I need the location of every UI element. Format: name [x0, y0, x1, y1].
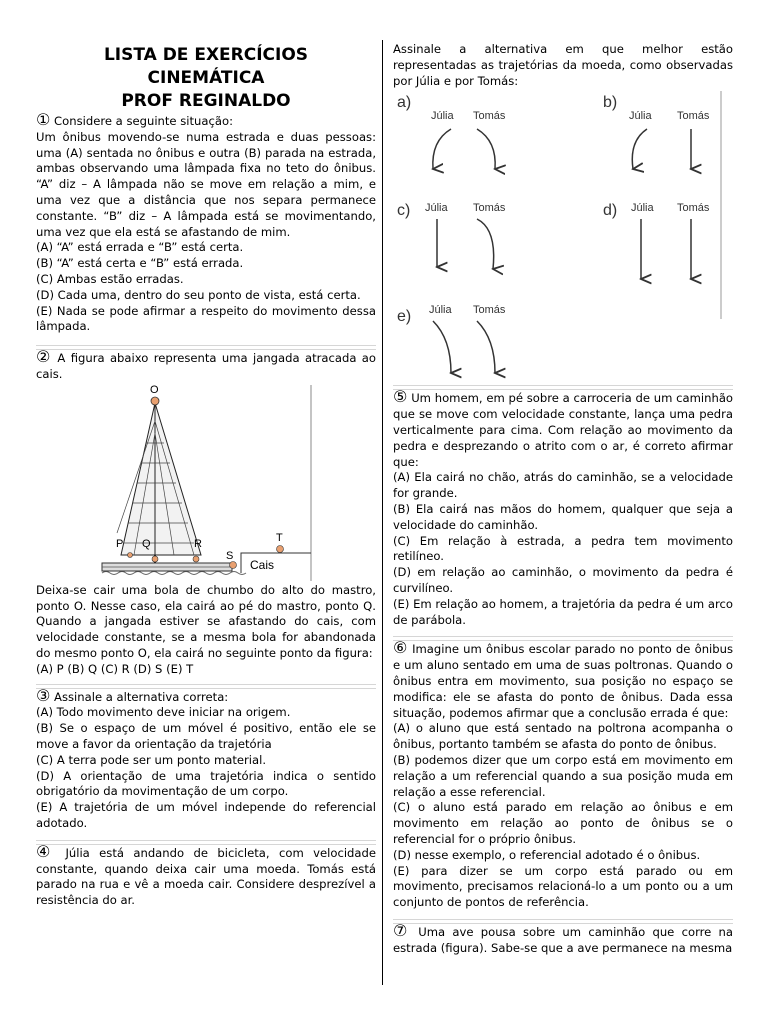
option-d: (D) Cada uma, dentro do seu ponto de vista, está certa.: [36, 287, 361, 302]
raft-figure: [36, 383, 376, 583]
question-4: [36, 841, 377, 909]
option-d: (D) A orientação de uma trajetória indica o sentido obrigatório da movimentação de um corpo.: [36, 768, 376, 799]
question-6-body: Imagine um ônibus escolar parado no ponto de ônibus e um aluno sentado em uma de suas poltronas. Quando o ônibus entra em movimento, sua posição no espaço se modifica: ele se afasta do ponto de ônibus. Dada essa situação, podemos afirmar que a conclusão errada é que:: [393, 642, 734, 720]
title-line-2: CINEMÁTICA: [147, 68, 265, 88]
option-c: (C) o aluno está parado em relação ao ônibus e em movimento em relação ao ponto de ônibus se o referencial for o próprio ônibus.: [393, 800, 733, 846]
question-number-2: ②: [36, 347, 53, 367]
option-a: (A) Todo movimento deve iniciar na origem.: [36, 705, 291, 720]
option-d: (D) em relação ao caminhão, o movimento da pedra é curvilíneo.: [393, 565, 733, 595]
trajectory-curve: [477, 321, 495, 373]
option-c: (C) Em relação à estrada, a pedra tem movimento retilíneo.: [393, 533, 733, 564]
left-column: [36, 0, 376, 909]
question-5-body: Um homem, em pé sobre a carroceria de um caminhão que se move com velocidade constante, lança uma pedra verticalmente para cima. Com relação ao movimento da pedra e desprezando o atrito com o ar, é correto afirmar que:: [393, 391, 734, 469]
option-b: (B) Ela cairá nas mãos do homem, qualquer que seja a velocidade do caminhão.: [393, 501, 733, 532]
question-number-7: ⑦: [393, 920, 411, 940]
label-cais: Cais: [250, 557, 275, 572]
trajectory-curve: [632, 129, 647, 169]
question-number-1: ①: [36, 110, 51, 129]
title-line-1: LISTA DE EXERCÍCIOS: [103, 45, 309, 65]
trajectory-curve: [477, 129, 495, 169]
option-a: (A) “A” está errada e “B” está certa.: [36, 240, 244, 255]
julia-label: Júlia: [631, 202, 654, 215]
question-1-body: Um ônibus movendo-se numa estrada e duas pessoas: uma (A) sentada no ônibus e outra (B) parada na estrada, ambas observando uma lâmpada fixa no teto do ônibus. “A” diz – A lâmpada não se move em relação a mim, e uma vez que a distância que nos separa permanece constante. “B” diz – A lâmpada está se movimentando, uma vez que ela está se afastando de mim.: [36, 129, 376, 239]
label-o: O: [150, 383, 159, 396]
tomas-label: Tomás: [677, 110, 710, 123]
figure-label-c: c): [397, 202, 411, 220]
question-2-intro: A figura abaixo representa uma jangada atracada ao cais.: [36, 351, 377, 381]
option-b: (B) Se o espaço de um móvel é positivo, então ele se move a favor da orientação da trajetória: [36, 721, 376, 751]
option-e: (E) para dizer se um corpo está parado ou em movimento, precisamos relacioná-lo a um ponto ou a um conjunto de pontos de referência.: [393, 863, 733, 910]
option-d: (D) nesse exemplo, o referencial adotado é o ônibus.: [393, 847, 701, 862]
question-number-4: ④: [36, 841, 57, 861]
question-7-body: Uma ave pousa sobre um caminhão que corre na estrada (figura). Sabe-se que a ave permanece na mesma: [393, 924, 734, 955]
question-5: [393, 387, 734, 628]
tomas-label: Tomás: [473, 304, 506, 317]
column-divider: [382, 40, 383, 985]
trajectory-curve: [433, 129, 451, 169]
label-q: Q: [142, 537, 151, 550]
option-e: (E) A trajetória de um móvel independe do referencial adotado.: [36, 800, 376, 830]
question-4-continuation: Assinale a alternativa em que melhor estão representadas as trajetórias da moeda, como observadas por Júlia e por Tomás:: [393, 42, 733, 88]
question-3-intro: Assinale a alternativa correta:: [54, 689, 229, 704]
question-7: [393, 920, 734, 957]
option-e: (E) Nada se pode afirmar a respeito do movimento dessa lâmpada.: [36, 303, 376, 334]
label-r: R: [194, 537, 202, 550]
question-number-3: ③: [36, 685, 51, 705]
option-c: (C) A terra pode ser um ponto material.: [36, 752, 267, 767]
option-a: (A) Ela cairá no chão, atrás do caminhão, se a velocidade for grande.: [393, 470, 733, 501]
julia-label: Júlia: [429, 304, 452, 317]
tomas-label: Tomás: [473, 110, 506, 123]
option-c: (C) Ambas estão erradas.: [36, 271, 184, 286]
question-number-5: ⑤: [393, 387, 408, 407]
question-4-body: Júlia está andando de bicicleta, com velocidade constante, quando deixa cair uma moeda. Tomás está parado na rua e vê a moeda cair. Considere desprezível a resistência do ar.: [36, 845, 377, 908]
label-s: S: [226, 549, 234, 562]
trajectory-curve: [433, 321, 451, 373]
figure-label-e: e): [397, 308, 412, 326]
label-t: T: [276, 531, 283, 544]
julia-label: Júlia: [629, 110, 652, 123]
question-2-options: (A) P (B) Q (C) R (D) S (E) T: [36, 661, 194, 676]
figure-label-b: b): [603, 94, 618, 112]
option-a: (A) o aluno que está sentado na poltrona acompanha o ônibus, portanto também se afasta do ponto de ônibus.: [393, 721, 733, 752]
question-1-intro: Considere a seguinte situação:: [54, 114, 233, 128]
question-3: [36, 685, 376, 832]
trajectories-figure: [393, 89, 733, 379]
question-2-body: Deixa-se cair uma bola de chumbo do alto do mastro, ponto O. Nesse caso, ela cairá ao pé do mastro, ponto Q. Quando a jangada estiver se afastando do cais, com velocidade constante, se a mesma bola for abandonada do mesmo ponto O, ela cairá no seguinte ponto da figura:: [36, 582, 376, 660]
tomas-label: Tomás: [677, 202, 710, 215]
trajectory-curve: [477, 219, 494, 269]
question-1: [36, 110, 376, 335]
option-b: (B) “A” está certa e “B” está errada.: [36, 256, 244, 271]
question-6: [393, 638, 734, 911]
julia-label: Júlia: [425, 202, 448, 215]
figure-label-d: d): [603, 202, 618, 220]
right-column: [393, 0, 733, 956]
option-e: (E) Em relação ao homem, a trajetória da pedra é um arco de parábola.: [393, 596, 733, 627]
figure-label-a: a): [397, 94, 412, 112]
tomas-label: Tomás: [473, 202, 506, 215]
question-2: [36, 347, 377, 677]
question-number-6: ⑥: [393, 638, 408, 658]
julia-label: Júlia: [431, 110, 454, 123]
label-p: P: [116, 537, 124, 550]
title-line-3: PROF REGINALDO: [121, 91, 291, 111]
option-b: (B) podemos dizer que um corpo está em movimento em relação a um referencial quando a sua posição muda em relação a esse referencial.: [393, 752, 733, 799]
